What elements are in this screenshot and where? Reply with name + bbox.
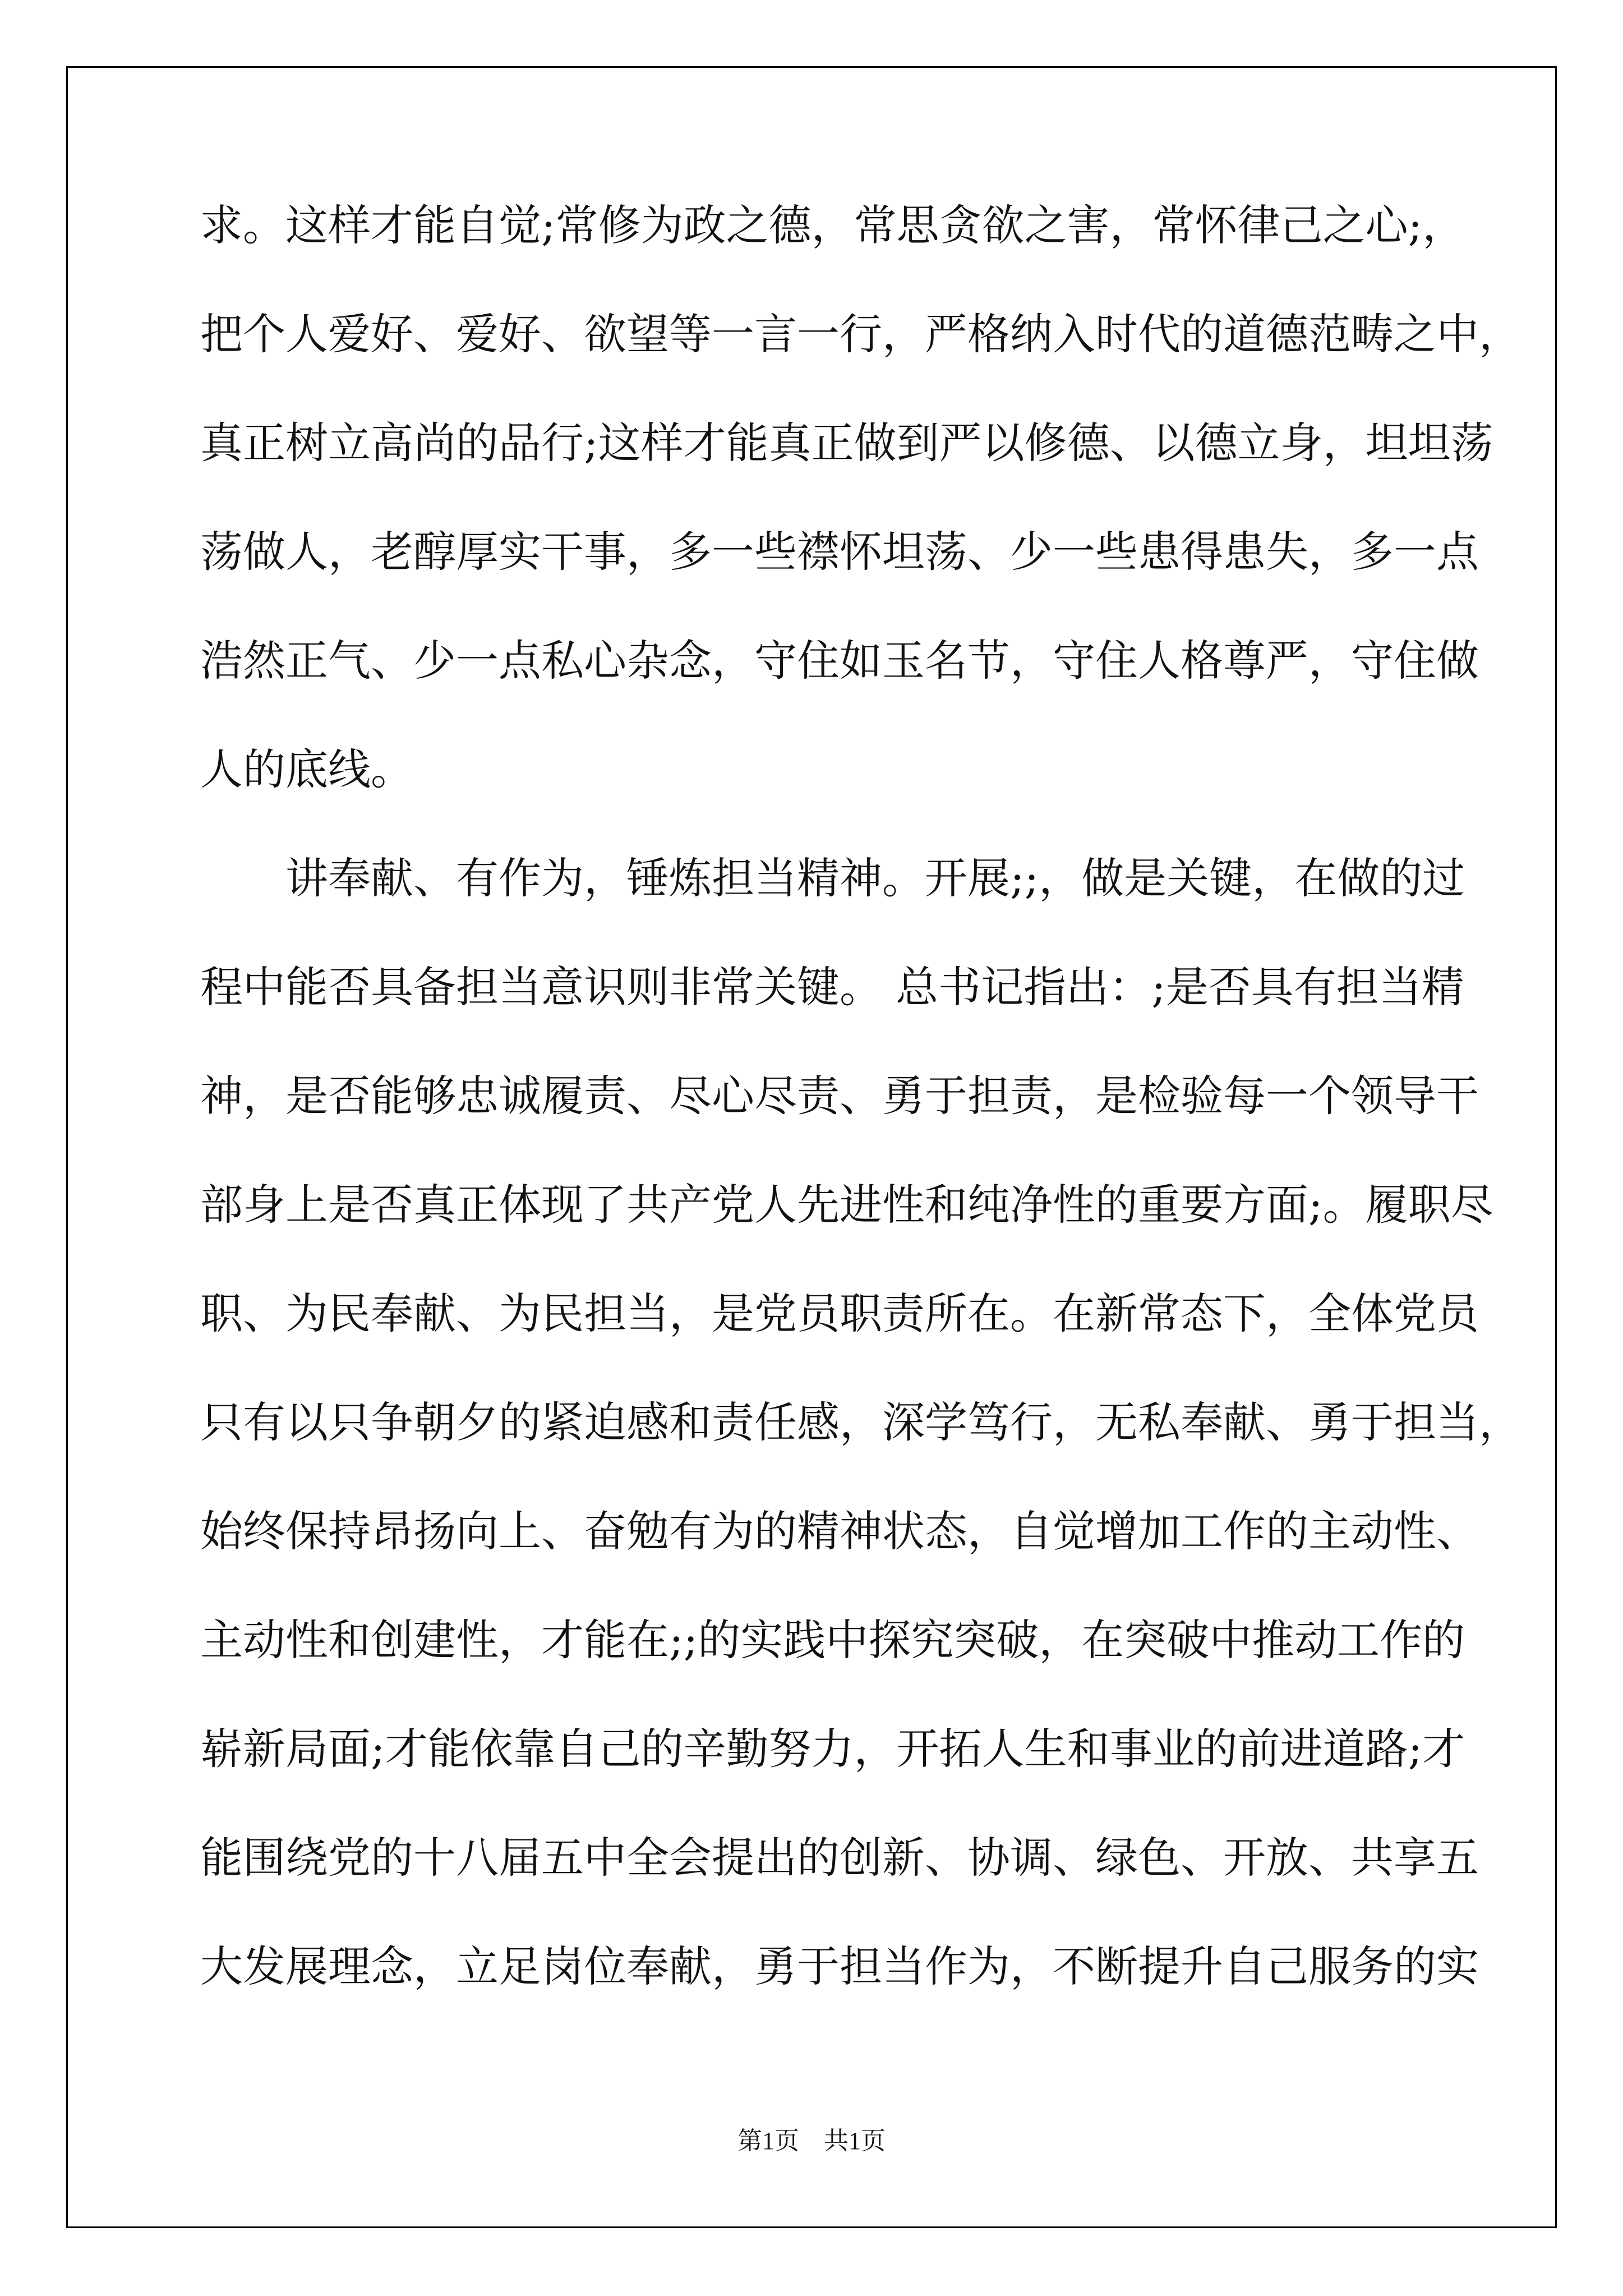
text-line: 讲奉献、有作为，锤炼担当精神。开展;;，做是关键，在做的过 <box>200 853 1465 903</box>
document-body <box>200 200 1521 2064</box>
text-line: 只有以只争朝夕的紧迫感和责任感，深学笃行，无私奉献、勇于担当， <box>200 1397 1521 1447</box>
text-line: 职、为民奉献、为民担当，是党员职责所在。在新常态下，全体党员 <box>200 1289 1479 1338</box>
text-line: 能围绕党的十八届五中全会提出的创新、协调、绿色、开放、共享五 <box>200 1833 1479 1883</box>
text-line: 始终保持昂扬向上、奋勉有为的精神状态，自觉增加工作的主动性、 <box>200 1506 1479 1556</box>
text-line: 把个人爱好、爱好、欲望等一言一行，严格纳入时代的道德范畴之中， <box>200 309 1521 359</box>
text-line: 程中能否具备担当意识则非常关键。 总书记指出：;是否具有担当精 <box>200 962 1464 1012</box>
page-footer: 第1页 共1页 <box>737 2127 886 2155</box>
text-line: 求。这样才能自觉;常修为政之德，常思贪欲之害，常怀律己之心;， <box>200 200 1465 250</box>
text-line: 神，是否能够忠诚履责、尽心尽责、勇于担责，是检验每一个领导干 <box>200 1071 1479 1121</box>
text-line: 部身上是否真正体现了共产党人先进性和纯净性的重要方面;。履职尽 <box>200 1180 1493 1230</box>
text-line: 大发展理念，立足岗位奉献，勇于担当作为，不断提升自己服务的实 <box>200 1941 1479 1991</box>
text-line: 真正树立高尚的品行;这样才能真正做到严以修德、以德立身，坦坦荡 <box>200 418 1493 468</box>
text-line: 荡做人，老醇厚实干事，多一些襟怀坦荡、少一些患得患失，多一点 <box>200 527 1479 577</box>
text-line: 浩然正气、少一点私心杂念，守住如玉名节，守住人格尊严，守住做 <box>200 636 1479 685</box>
text-line: 崭新局面;才能依靠自己的辛勤努力，开拓人生和事业的前进道路;才 <box>200 1724 1465 1774</box>
text-line: 人的底线。 <box>200 744 413 794</box>
text-line: 主动性和创建性，才能在;;的实践中探究突破，在突破中推动工作的 <box>200 1615 1465 1665</box>
